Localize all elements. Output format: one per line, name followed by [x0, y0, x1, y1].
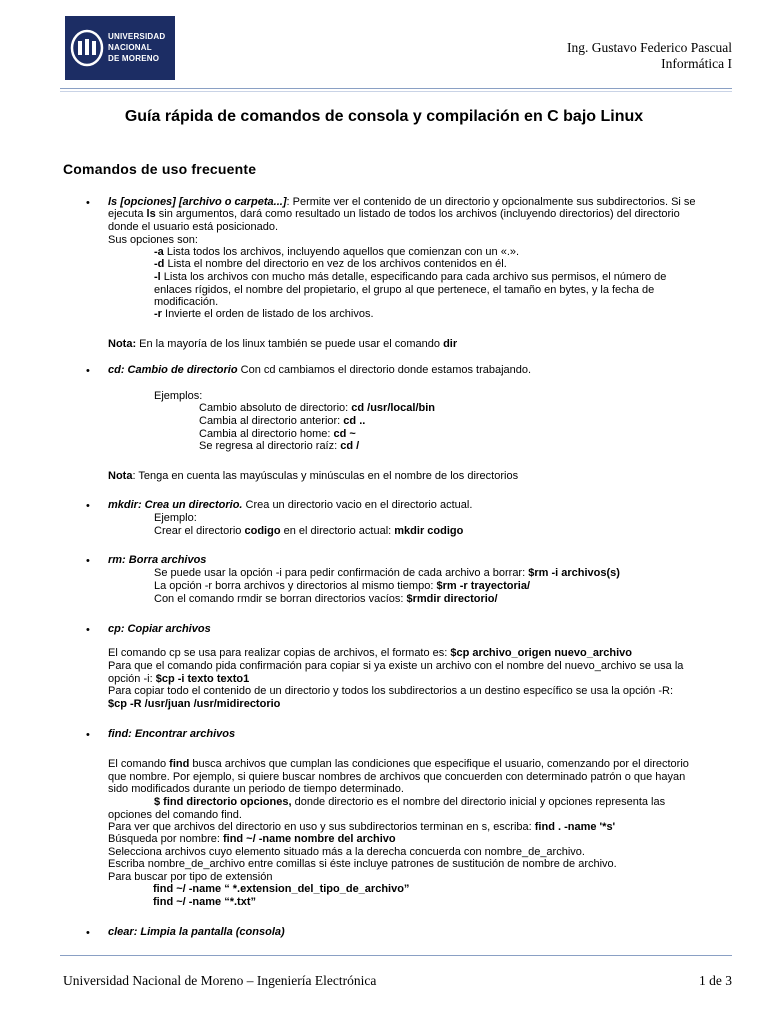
ls-line1: ls [opciones] [archivo o carpeta...]: Permite ver el contenido de un directorio y opcionalmente sus subdirectorios. Si se	[108, 196, 696, 208]
page-title: Guía rápida de comandos de consola y compilación en C bajo Linux	[124, 108, 644, 125]
ls-option-d: -d Lista el nombre del directorio en vez de los archivos contenidos en él.	[154, 258, 507, 270]
ls-line3: donde el usuario está posicionado.	[108, 221, 279, 233]
mkdir-example: Crear el directorio codigo en el directorio actual: mkdir codigo	[154, 525, 464, 537]
university-logo	[65, 16, 175, 80]
bullet-clear: •	[86, 927, 90, 939]
find-line5: opciones del comando find.	[108, 809, 242, 821]
bullet-mkdir: •	[86, 500, 90, 512]
footer-institution: Universidad Nacional de Moreno – Ingeniería Electrónica	[63, 973, 377, 988]
rm-line3: Con el comando rmdir se borran directorios vacíos: $rmdir directorio/	[154, 593, 498, 605]
ls-line4: Sus opciones son:	[108, 234, 198, 246]
cd-example-4: Se regresa al directorio raíz: cd /	[199, 440, 360, 452]
find-line7: Búsqueda por nombre: find ~/ -name nombre del archivo	[108, 833, 396, 845]
ls-option-r: -r Invierte el orden de listado de los archivos.	[154, 308, 374, 320]
mkdir-example-label: Ejemplo:	[154, 512, 197, 524]
section-title: Comandos de uso frecuente	[63, 161, 257, 177]
university-emblem-icon	[69, 29, 105, 67]
logo-text: UNIVERSIDAD NACIONAL DE MORENO	[108, 32, 166, 63]
ls-option-l: -l Lista los archivos con mucho más detalle, especificando para cada archivo sus permisos, el número de	[154, 271, 667, 283]
ls-option-a: -a Lista todos los archivos, incluyendo aquellos que comienzan con un «.».	[154, 246, 520, 258]
rm-line1: Se puede usar la opción -i para pedir confirmación de cada archivo a borrar: $rm -i archivos(s)	[154, 567, 620, 579]
ls-note: Nota: En la mayoría de los linux también se puede usar el comando dir	[108, 338, 458, 350]
ls-line2: ejecuta ls sin argumentos, dará como resultado un listado de todos los archivos (incluyendo directorios) del directorio	[108, 208, 680, 220]
header-divider-secondary	[60, 91, 732, 92]
ls-option-l-cont2: modificación.	[154, 296, 219, 308]
cp-heading: cp: Copiar archivos	[108, 623, 211, 635]
cp-line4: Para copiar todo el contenido de un directorio y todos los subdirectorios a un destino específico se usa la opción -R:	[108, 685, 673, 697]
ls-option-l-cont1: enlaces rígidos, el nombre del propietario, el grupo al que pertenece, el tamaño en bytes, y la fecha de	[154, 284, 655, 296]
mkdir-heading: mkdir: Crea un directorio. Crea un directorio vacio en el directorio actual.	[108, 499, 473, 511]
find-line4: $ find directorio opciones, donde directorio es el nombre del directorio inicial y opciones representa las	[154, 796, 666, 808]
find-line9: Escriba nombre_de_archivo entre comillas si éste incluye patrones de sustitución de nombre de archivo.	[108, 858, 617, 870]
find-line8: Selecciona archivos cuyo elemento situado más a la derecha concuerda con nombre_de_archivo.	[108, 846, 585, 858]
cp-line3: opción -i: $cp -i texto texto1	[108, 673, 250, 685]
cp-line5: $cp -R /usr/juan /usr/midirectorio	[108, 698, 281, 710]
find-line12: find ~/ -name “*.txt”	[153, 896, 256, 908]
bullet-rm: •	[86, 555, 90, 567]
cd-example-3: Cambia al directorio home: cd ~	[199, 428, 356, 440]
header-author: Ing. Gustavo Federico Pascual	[567, 40, 732, 55]
page-number: 1 de 3	[699, 973, 732, 988]
cd-example-1: Cambio absoluto de directorio: cd /usr/local/bin	[199, 402, 435, 414]
rm-heading: rm: Borra archivos	[108, 554, 207, 566]
find-line1: El comando find busca archivos que cumplan las condiciones que especifique el usuario, comenzando por el directorio	[108, 758, 689, 770]
cp-line2: Para que el comando pida confirmación para copiar si ya existe un archivo con el nombre del nuevo_archivo se usa la	[108, 660, 684, 672]
bullet-cd: •	[86, 365, 90, 377]
rm-line2: La opción -r borra archivos y directorios al mismo tiempo: $rm -r trayectoria/	[154, 580, 530, 592]
cd-examples-label: Ejemplos:	[154, 390, 203, 402]
footer-divider	[60, 955, 732, 956]
find-line10: Para buscar por tipo de extensión	[108, 871, 273, 883]
cp-line1: El comando cp se usa para realizar copias de archivos, el formato es: $cp archivo_origen nuevo_archivo	[108, 647, 632, 659]
find-line3: sido modificados durante un periodo de tiempo determinado.	[108, 783, 404, 795]
find-line2: que nombre. Por ejemplo, si quiere buscar nombres de archivos que concuerden con determinado patrón o que hayan	[108, 771, 686, 783]
bullet-find: •	[86, 729, 90, 741]
find-line11: find ~/ -name “ *.extension_del_tipo_de_archivo”	[153, 883, 410, 895]
clear-heading: clear: Limpia la pantalla (consola)	[108, 926, 285, 938]
bullet-cp: •	[86, 624, 90, 636]
cd-example-2: Cambia al directorio anterior: cd ..	[199, 415, 366, 427]
cd-heading: cd: Cambio de directorio Con cd cambiamos el directorio donde estamos trabajando.	[108, 364, 532, 376]
find-heading: find: Encontrar archivos	[108, 728, 236, 740]
cd-note: Nota: Tenga en cuenta las mayúsculas y minúsculas en el nombre de los directorios	[108, 470, 519, 482]
find-line6: Para ver que archivos del directorio en uso y sus subdirectorios terminan en s, escriba: find . -name '*s'	[108, 821, 616, 833]
header-divider	[60, 88, 732, 89]
bullet-ls: •	[86, 197, 90, 209]
header-course: Informática I	[661, 56, 732, 71]
